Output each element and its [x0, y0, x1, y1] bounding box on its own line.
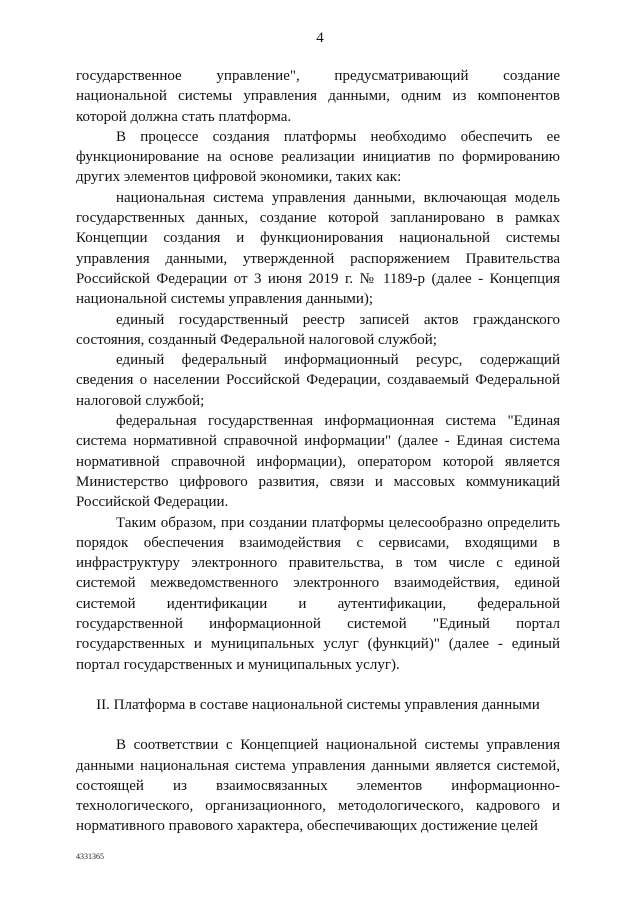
list-item-population-resource: единый федеральный информационный ресурс, содержащий сведения о населении Российской Федерации, создаваемый Федеральной налоговой службой; — [76, 352, 560, 409]
section-heading: II. Платформа в составе национальной системы управления данными — [96, 696, 540, 713]
paragraph: В процессе создания платформы необходимо обеспечить ее функционирование на основе реализации инициатив по формированию других элементов цифровой экономики, таких как: — [76, 128, 560, 186]
paragraph-conclusion: Таким образом, при создании платформы целесообразно определить порядок обеспечения взаимодействия с сервисами, входящими в инфраструктуру электронного правительства, в том числе с единой системой межведомственного электронного взаимодействия, единой системой идентификации и аутентификации, федеральной государственной информационной системой "Единый портал государственных и муниципальных услуг (функций)" (далее - единый портал государственных и муниципальных услуг). — [76, 514, 560, 673]
paragraph-continuation: государственное управление", предусматривающий создание национальной системы управления данными, одним из компонентов которой должна стать платформа. — [76, 68, 560, 125]
list-item-data-system: национальная система управления данными, включающая модель государственных данных, создание которой запланировано в рамках Концепции создания и функционирования национальной системы управления данными, утвержденной распоряжением Правительства Российской Федерации от 3 июня 2019 г. № 1189-р (далее - Концепция национальной системы управления данными); — [76, 189, 560, 308]
footer-code: 4331365 — [76, 852, 104, 861]
paragraph-section-intro: В соответствии с Концепцией национальной системы управления данными национальная система управления данными является системой, состоящей из взаимосвязанных элементов информационно-технологического, организационного, методологического, кадрового и нормативного правового характера, обеспечивающих достижение целей — [76, 737, 560, 835]
page-number: 4 — [316, 30, 324, 46]
list-item-civil-registry: единый государственный реестр записей актов гражданского состояния, созданный Федеральной налоговой службой; — [76, 311, 560, 348]
list-item-reference-system: федеральная государственная информационная система "Единая система нормативной справочной информации" (далее - Единая система нормативной справочной информации), оператором которой является Министерство цифрового развития, связи и массовых коммуникаций Российской Федерации. — [76, 413, 560, 511]
document-body — [76, 66, 560, 837]
